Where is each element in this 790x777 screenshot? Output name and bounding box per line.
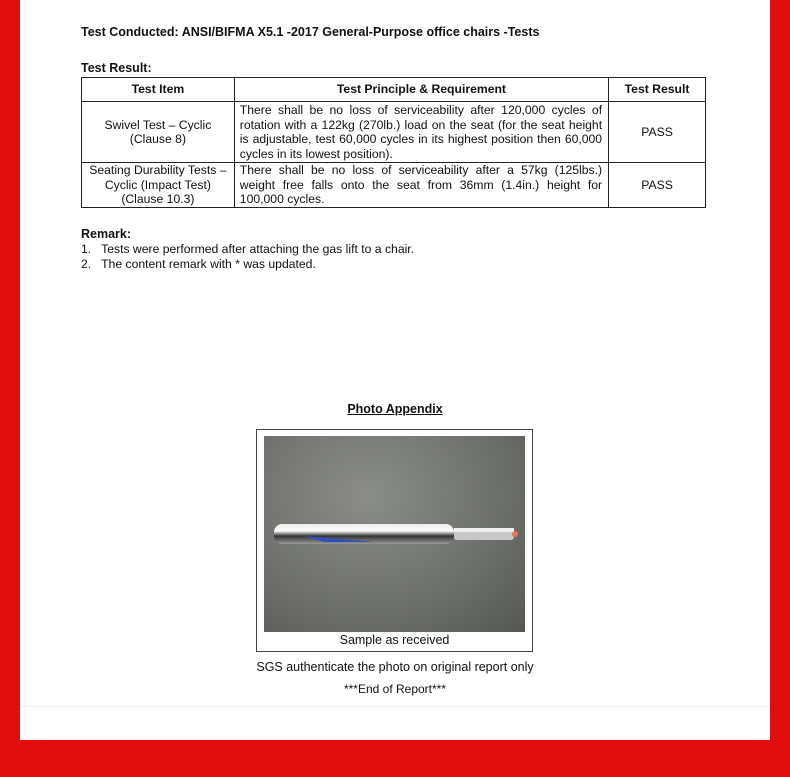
result-cell: PASS [609,102,706,163]
remark-item: 1. Tests were performed after attaching the gas lift to a chair. [81,242,415,256]
test-item-cell: Swivel Test – Cyclic (Clause 8) [82,102,235,163]
gas-lift-image [264,436,525,632]
result-cell: PASS [609,163,706,208]
header-result: Test Result [609,78,706,102]
remark-item: 2. The content remark with * was updated. [81,257,316,271]
table-row [82,163,706,208]
photo-appendix-title: Photo Appendix [347,402,443,416]
test-conducted-title: Test Conducted: ANSI/BIFMA X5.1 -2017 General-Purpose office chairs -Tests [81,25,540,39]
requirement-cell: There shall be no loss of serviceability after a 57kg (125lbs.) weight free falls onto the seat from 36mm (1.4in.) height for 100,000 cycles. [234,163,608,208]
sample-photo [264,436,525,632]
header-requirement: Test Principle & Requirement [234,78,608,102]
table-row [82,102,706,163]
test-result-table [81,77,706,208]
test-item-cell: Seating Durability Tests – Cyclic (Impact Test) (Clause 10.3) [82,163,235,208]
table-header-row [82,78,706,102]
divider [20,706,770,707]
requirement-cell: There shall be no loss of serviceability after 120,000 cycles of rotation with a 122kg (270lb.) load on the seat (for the seat height is adjustable, test 60,000 cycles in its highest position then 60,000 cycles in its lowest position). [234,102,608,163]
end-of-report: ***End of Report*** [343,682,447,696]
authentication-note: SGS authenticate the photo on original report only [256,660,534,674]
photo-caption: Sample as received [339,633,450,647]
remark-label: Remark: [81,227,132,241]
report-page [20,0,770,740]
header-test-item: Test Item [82,78,235,102]
photo-frame [256,429,533,652]
test-result-label: Test Result: [81,61,152,75]
